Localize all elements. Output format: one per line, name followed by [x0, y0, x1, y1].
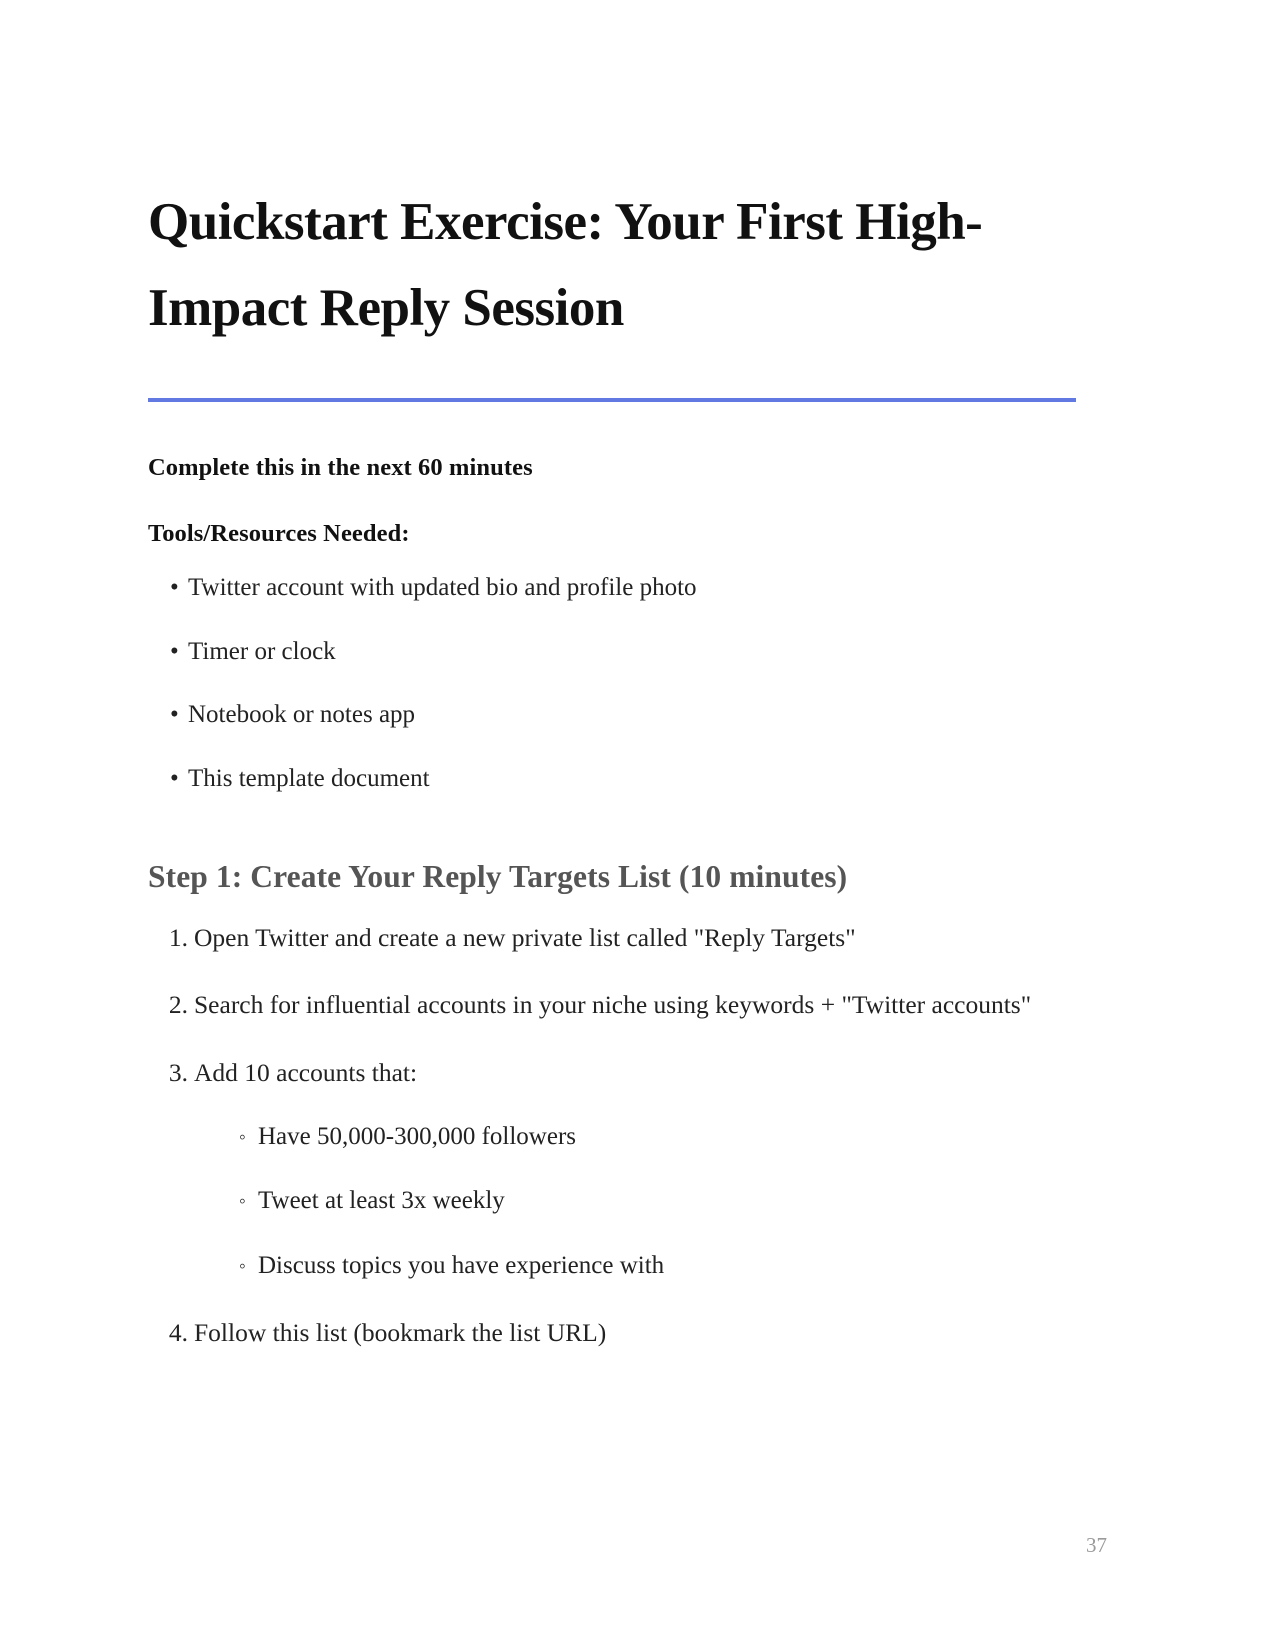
list-item: [170, 699, 1070, 732]
tools-list: [148, 572, 1070, 795]
list-item: [239, 1250, 1070, 1283]
bullet-icon: •: [170, 574, 179, 602]
bullet-icon: •: [170, 637, 179, 665]
list-item-label: Have 50,000-300,000 followers: [258, 1122, 576, 1150]
sub-bullet-icon: ◦: [239, 1191, 246, 1213]
list-item-label: Discuss topics you have experience with: [258, 1251, 665, 1279]
list-item-label: Add 10 accounts that:: [194, 1057, 418, 1087]
step-3-sublist: [194, 1121, 1070, 1283]
list-item-number: 3.: [168, 1057, 188, 1087]
list-item-number: 1.: [168, 923, 188, 953]
title-divider: [148, 398, 1076, 402]
list-item-label: Search for influential accounts in your niche using keywords + "Twitter accounts": [194, 990, 1032, 1020]
sub-bullet-icon: ◦: [239, 1255, 246, 1277]
list-item: [158, 921, 1070, 954]
page-title: Quickstart Exercise: Your First High-Impact Reply Session: [148, 193, 983, 337]
list-item-number: 4.: [168, 1318, 188, 1348]
list-item-label: Open Twitter and create a new private list called "Reply Targets": [194, 923, 856, 953]
list-item: [170, 572, 1070, 605]
bullet-icon: •: [170, 701, 179, 729]
tools-heading: Tools/Resources Needed:: [148, 519, 410, 547]
lead-instruction: Complete this in the next 60 minutes: [148, 453, 533, 481]
sub-bullet-icon: ◦: [239, 1126, 246, 1148]
list-item-label: Twitter account with updated bio and profile photo: [188, 574, 697, 602]
list-item: [170, 636, 1070, 669]
bullet-icon: •: [170, 764, 179, 792]
list-item: [239, 1185, 1070, 1218]
list-item: [158, 1056, 1070, 1283]
list-item: [239, 1121, 1070, 1154]
list-item: [158, 1316, 1070, 1349]
list-item-number: 2.: [168, 990, 188, 1020]
list-item-label: Timer or clock: [188, 637, 336, 665]
list-item-label: Tweet at least 3x weekly: [258, 1187, 505, 1215]
list-item-label: This template document: [188, 764, 430, 792]
page-number: 37: [1086, 1533, 1107, 1557]
list-item: [158, 988, 1070, 1021]
list-item-label: Follow this list (bookmark the list URL): [194, 1318, 607, 1348]
list-item: [170, 763, 1070, 796]
step-1-heading: Step 1: Create Your Reply Targets List (10 minutes): [148, 859, 848, 895]
step-1-list: [148, 921, 1070, 1349]
list-item-label: Notebook or notes app: [188, 701, 416, 729]
